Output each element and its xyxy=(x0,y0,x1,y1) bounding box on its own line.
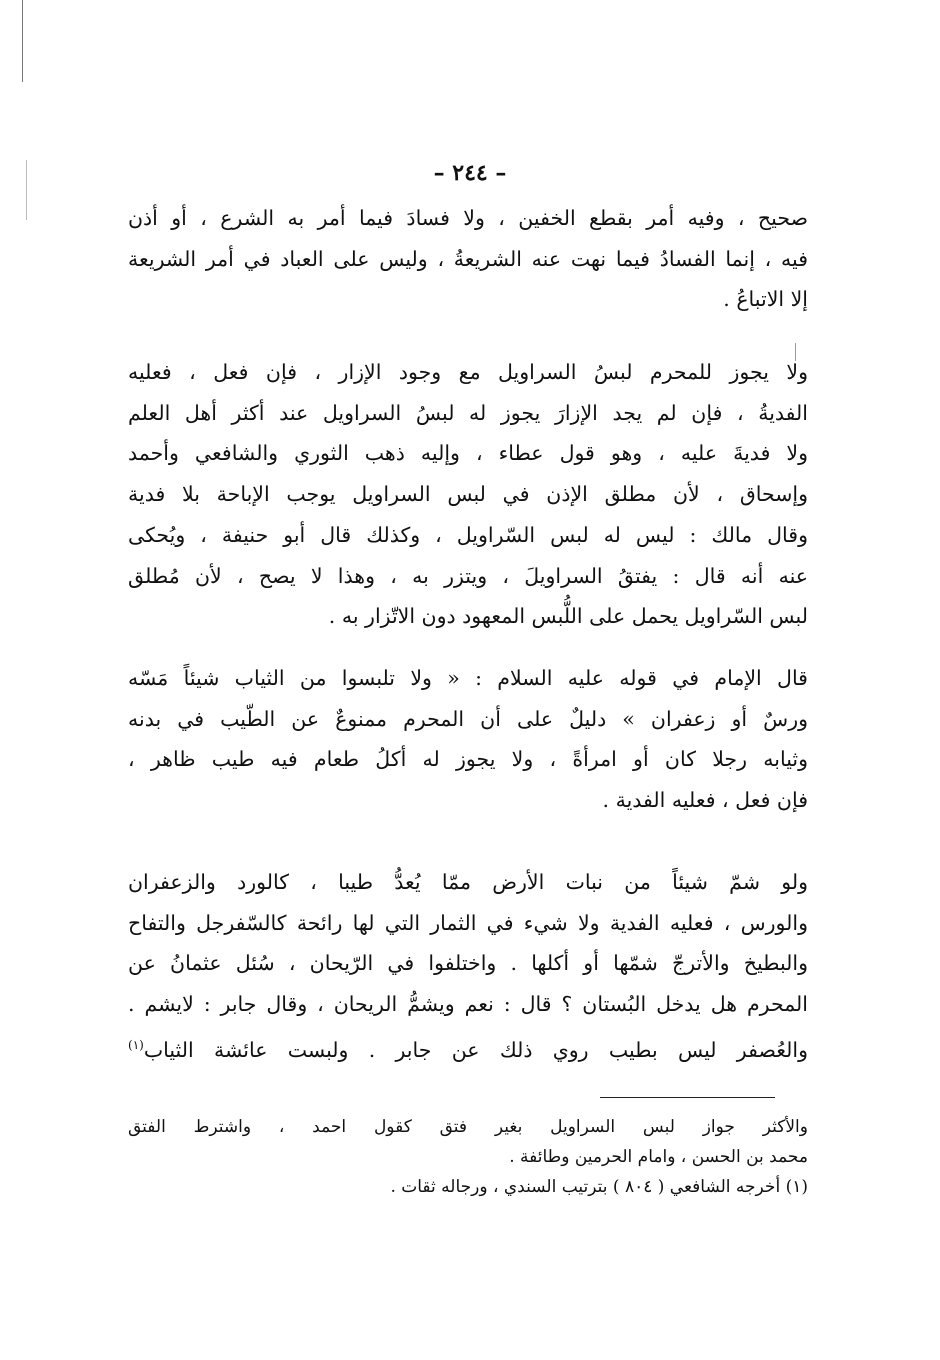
footnote-marker: (١) xyxy=(128,1037,144,1052)
paragraph-1 xyxy=(128,198,808,320)
paragraph-2 xyxy=(128,352,808,637)
text-line: صحيح ، وفيه أمر بقطع الخفين ، ولا فسادَ فيما أمر به الشرع ، أو أذن xyxy=(128,206,808,230)
page-number: – ٢٤٤ – xyxy=(433,160,507,186)
text-line: ولو شمّ شيئاً من نبات الأرض ممّا يُعدُّ طيبا ، كالورد والزعفران xyxy=(128,870,808,894)
text-line: وإسحاق ، لأن مطلق الإذن في لبس السراويل يوجب الإباحة بلا فدية xyxy=(128,482,808,507)
footnote-separator xyxy=(600,1097,775,1098)
text-line: إلا الاتباعُ . xyxy=(723,287,808,312)
text-line: ولا فديةَ عليه ، وهو قول عطاء ، وإليه ذهب الثوري والشافعي وأحمد xyxy=(128,441,808,466)
text-line: المحرم هل يدخل البُستان ؟ قال : نعم ويشمُّ الريحان ، وقال جابر : لايشم . xyxy=(128,992,808,1017)
text-line: فيه ، إنما الفسادُ فيما نهت عنه الشريعةُ ، وليس على العباد في أمر الشريعة xyxy=(128,246,808,271)
text-line: الفديةُ ، فإن لم يجد الإزارَ يجوز له لبسُ السراويل عند أكثر أهل العلم xyxy=(128,400,808,425)
footnotes xyxy=(128,1112,808,1202)
footnote-line: محمد بن الحسن ، وامام الحرمين وطائفة . xyxy=(509,1147,808,1167)
paragraph-4 xyxy=(128,862,808,1070)
text-line: عنه أنه قال : يفتقُ السراويلَ ، ويتزر به ، وهذا لا يصح ، لأن مُطلق xyxy=(128,563,808,588)
text-line: فإن فعل ، فعليه الفدية . xyxy=(602,788,808,813)
text-line xyxy=(128,1025,808,1071)
footnote-line: والأكثر جواز لبس السراويل بغير فتق كقول احمد ، واشترط الفتق xyxy=(128,1117,808,1137)
text-line: ولا يجوز للمحرم لبسُ السراويل مع وجود الإزار ، فإن فعل ، فعليه xyxy=(128,360,808,384)
text-line: ورسٌ أو زعفران » دليلٌ على أن المحرم ممنوعٌ عن الطّيب في بدنه xyxy=(128,706,808,731)
text-line: وثيابه رجلا كان أو امرأةً ، ولا يجوز له أكلُ طعام فيه طيب ظاهر ، xyxy=(128,747,808,772)
paragraph-3 xyxy=(128,658,808,821)
text-line: قال الإمام في قوله عليه السلام : « ولا تلبسوا من الثياب شيئاً مَسّه xyxy=(128,666,808,690)
footnote-line: (١) أخرجه الشافعي ( ٨٠٤ ) بترتيب السندي ، ورجاله ثقات . xyxy=(390,1177,808,1197)
text-line: والبطيخ والأترجّ شمّها أو أكلها . واختلفوا في الرّيحان ، سُئل عثمانُ عن xyxy=(128,951,808,976)
text-line: لبس السّراويل يحمل على اللُّبس المعهود دون الاتّزار به . xyxy=(328,604,808,629)
text-line: وقال مالك : ليس له لبس السّراويل ، وكذلك قال أبو حنيفة ، ويُحكى xyxy=(128,522,808,547)
text-line-content: والعُصفر ليس بطيب روي ذلك عن جابر . ولبست عائشة الثياب xyxy=(143,1037,808,1062)
scan-edge-line xyxy=(22,0,23,82)
text-line: والورس ، فعليه الفدية ولا شيء في الثمار التي لها رائحة كالسّفرجل والتفاح xyxy=(128,910,808,935)
